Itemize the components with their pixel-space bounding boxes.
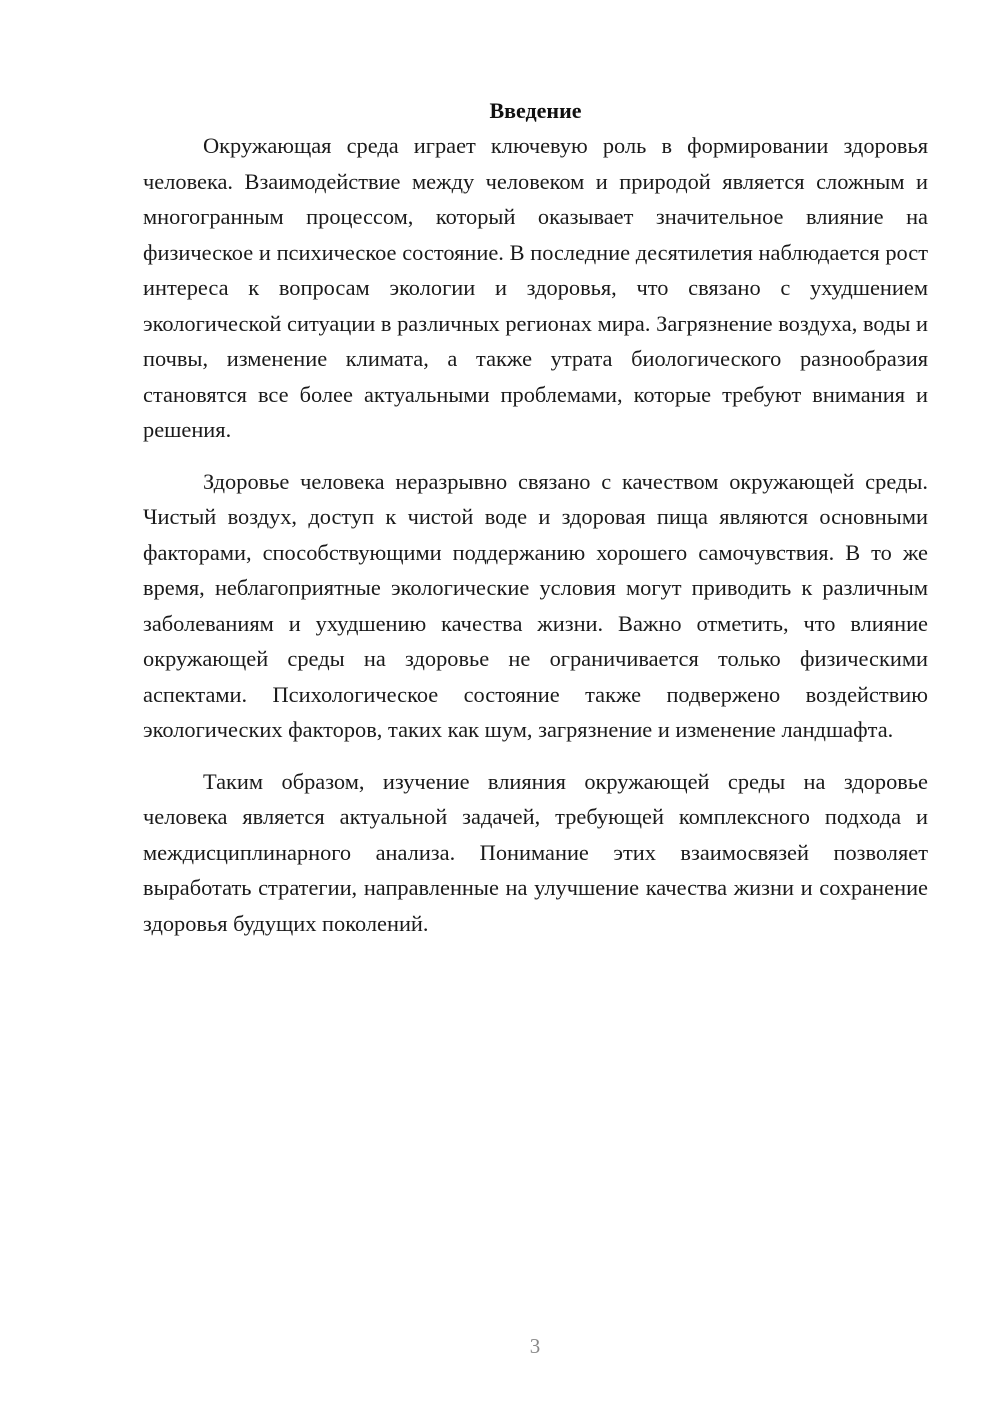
- page-content: [143, 96, 928, 941]
- paragraph-2: Здоровье человека неразрывно связано с качеством окружающей среды. Чистый воздух, доступ к чистой воде и здоровая пища являются основными факторами, способствующими поддержанию хорошего самочувствия. В то же время, неблагоприятные экологические условия могут приводить к различным заболеваниям и ухудшению качества жизни. Важно отметить, что влияние окружающей среды на здоровье не ограничивается только физическими аспектами. Психологическое состояние также подвержено воздействию экологических факторов, таких как шум, загрязнение и изменение ландшафта.: [143, 468, 928, 742]
- page-number: 3: [529, 1334, 541, 1358]
- section-heading: Введение: [489, 98, 582, 123]
- paragraph-3: Таким образом, изучение влияния окружающей среды на здоровье человека является актуальной задачей, требующей комплексного подхода и междисциплинарного анализа. Понимание этих взаимосвязей позволяет выработать стратегии, направленные на улучшение качества жизни и сохранение здоровья будущих поколений.: [143, 768, 928, 936]
- paragraph-1: Окружающая среда играет ключевую роль в формировании здоровья человека. Взаимодействие между человеком и природой является сложным и многогранным процессом, который оказывает значительное влияние на физическое и психическое состояние. В последние десятилетия наблюдается рост интереса к вопросам экологии и здоровья, что связано с ухудшением экологической ситуации в различных регионах мира. Загрязнение воздуха, воды и почвы, изменение климата, а также утрата биологического разнообразия становятся все более актуальными проблемами, которые требуют внимания и решения.: [143, 133, 928, 442]
